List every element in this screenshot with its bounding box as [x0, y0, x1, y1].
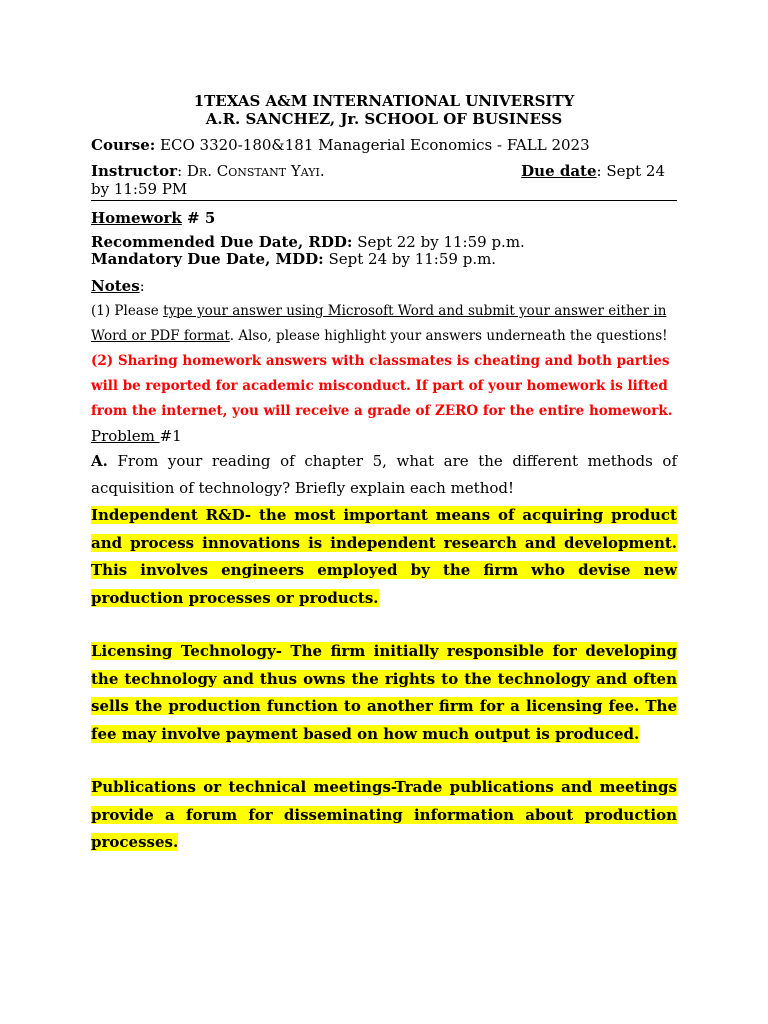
problem-heading [91, 426, 677, 446]
note-2-warning: (2) Sharing homework answers with classmates is cheating and both parties will be reported for academic misconduct. If part of your homework is lifted from the internet, you will receive a grade of ZERO for the entire homework. [91, 353, 673, 419]
answer-spacer [91, 612, 677, 638]
notes-heading [91, 277, 677, 295]
note-1-underlined: type your answer using Microsoft Word and submit your answer either in Word or PDF format [91, 303, 667, 344]
question-label: A. [91, 452, 108, 470]
header-divider [91, 200, 677, 201]
due-date [521, 162, 665, 180]
instructor-label: Instructor [91, 162, 178, 180]
answer-text: Licensing Technology- The firm initially responsible for developing the technology and thus owns the rights to the technology and often sells the production function to another firm for a licensing fee. The fee may involve payment based on how much output is produced. [91, 642, 677, 743]
course-line [91, 136, 677, 154]
university-name: 1TEXAS A&M INTERNATIONAL UNIVERSITY [193, 92, 575, 110]
course-value: ECO 3320-180&181 Managerial Economics - FALL 2023 [155, 136, 590, 154]
rdd-label: Recommended Due Date, RDD: [91, 233, 353, 251]
notes-colon: : [139, 277, 145, 295]
rdd-value: Sept 22 by 11:59 p.m. [352, 233, 525, 251]
answer-spacer [91, 748, 677, 774]
question-a [91, 448, 677, 502]
due-date-value: : Sept 24 [596, 162, 665, 180]
homework-label: Homework [91, 209, 182, 227]
homework-title [91, 209, 677, 227]
school-name: A.R. SANCHEZ, Jr. SCHOOL OF BUSINESS [205, 110, 563, 128]
answer-licensing [91, 638, 677, 748]
due-dates [91, 234, 677, 268]
note-1 [91, 299, 677, 349]
instructor-name: Dr. Constant Yayi. [186, 162, 325, 180]
due-time: by 11:59 PM [91, 180, 188, 198]
course-label: Course: [91, 136, 156, 154]
mandatory-due-date [91, 251, 677, 268]
mdd-value: Sept 24 by 11:59 p.m. [323, 250, 497, 268]
recommended-due-date [91, 234, 677, 251]
note-1-suffix: . Also, please highlight your answers underneath the questions! [229, 328, 668, 344]
problem-number: #1 [159, 427, 182, 445]
mdd-label: Mandatory Due Date, MDD: [91, 250, 324, 268]
answer-text: Publications or technical meetings-Trade publications and meetings provide a forum for disseminating information about production processes. [91, 778, 677, 851]
answer-publications [91, 774, 677, 857]
answer-independent-rd [91, 502, 677, 612]
document-content [91, 92, 677, 857]
due-date-label: Due date [521, 162, 597, 180]
answer-text: Independent R&D- the most important means of acquiring product and process innovations is independent research and development. This involves engineers employed by the firm who devise new production processes or products. [91, 506, 677, 607]
homework-number: # 5 [181, 209, 216, 227]
question-text: From your reading of chapter 5, what are the different methods of acquisition of technology? Briefly explain each method! [91, 452, 677, 497]
problem-label: Problem [91, 427, 160, 445]
instructor-line [91, 162, 677, 180]
instructor-colon: : [177, 162, 187, 180]
note-1-prefix: (1) Please [91, 303, 164, 319]
document-header [91, 92, 677, 128]
notes-label: Notes [91, 277, 140, 295]
